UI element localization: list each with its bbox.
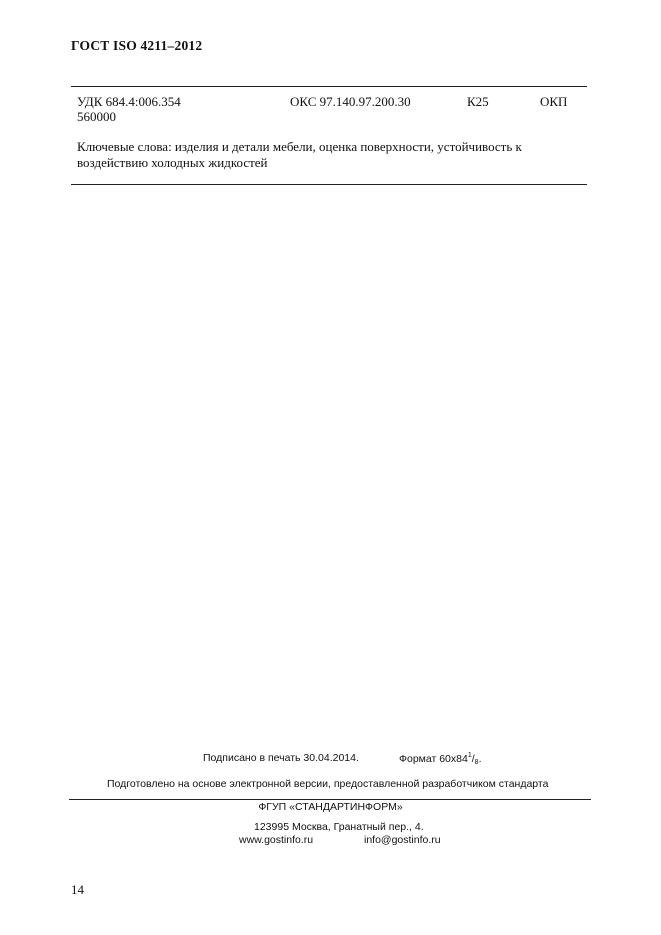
- format-suffix: .: [478, 753, 482, 765]
- format-denominator: 8: [474, 759, 479, 766]
- okp-code: ОКП: [540, 94, 568, 109]
- udk-line-2: 560000: [77, 109, 116, 124]
- keywords-divider: [71, 184, 587, 185]
- format-prefix: Формат 60x84: [399, 753, 468, 765]
- page-number: 14: [71, 882, 84, 897]
- signed-for-print: Подписано в печать 30.04.2014.: [203, 752, 359, 764]
- publisher-address: 123995 Москва, Гранатный пер., 4.: [254, 821, 424, 833]
- udk-code: [77, 94, 181, 124]
- prepared-note: Подготовлено на основе электронной версии, предоставленной разработчиком стандарта: [107, 778, 549, 790]
- publisher-email[interactable]: info@gostinfo.ru: [364, 834, 441, 846]
- top-divider: [71, 86, 587, 87]
- publisher-name: ФГУП «СТАНДАРТИНФОРМ»: [258, 801, 403, 813]
- format-slash: /: [471, 753, 475, 765]
- keywords-block: [77, 139, 577, 171]
- footer-divider: [69, 799, 591, 800]
- oks-code: ОКС 97.140.97.200.30: [290, 94, 411, 109]
- format-numerator: 1: [467, 752, 472, 759]
- document-title: ГОСТ ISO 4211–2012: [71, 38, 203, 53]
- keywords-line-2: воздействию холодных жидкостей: [77, 155, 268, 170]
- keywords-line-1: Ключевые слова: изделия и детали мебели, оценка поверхности, устойчивость к: [77, 139, 522, 154]
- udk-line-1: УДК 684.4:006.354: [77, 94, 181, 109]
- publisher-website[interactable]: www.gostinfo.ru: [239, 834, 314, 846]
- paper-format: [399, 752, 481, 766]
- k-code: К25: [467, 94, 489, 109]
